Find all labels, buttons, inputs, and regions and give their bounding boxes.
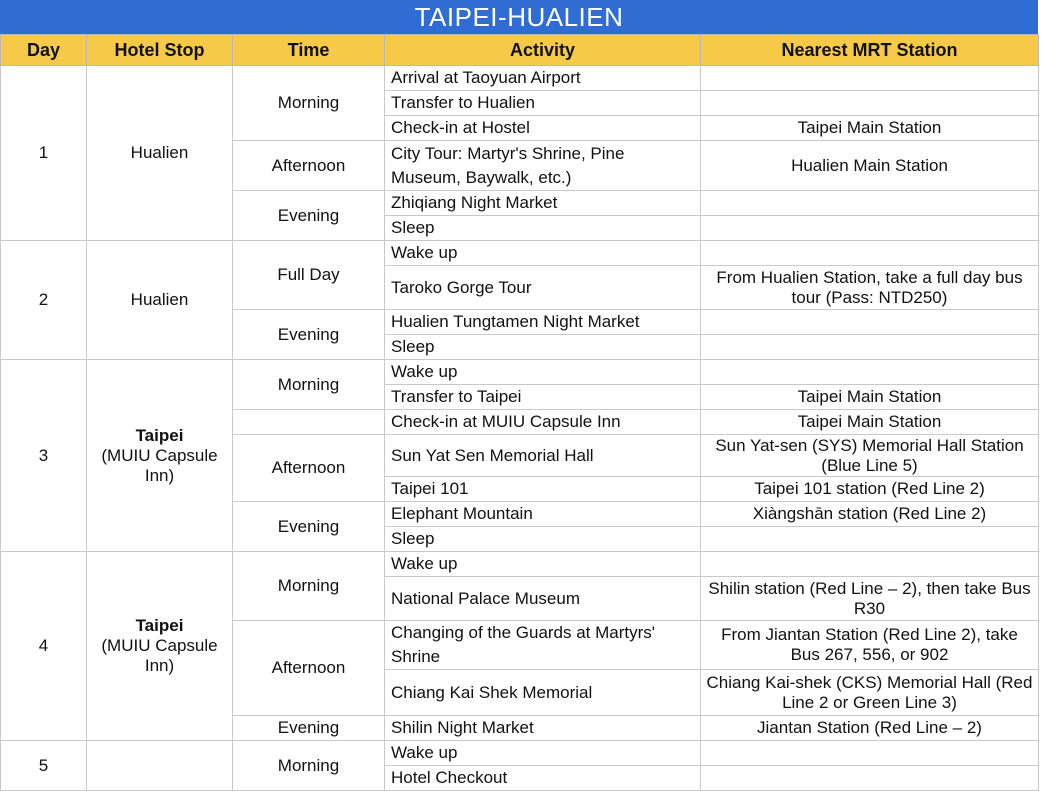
mrt-cell	[701, 241, 1039, 266]
hotel-cell	[87, 360, 233, 552]
time-cell: Full Day	[233, 241, 385, 310]
activity-cell: Sleep	[385, 527, 701, 552]
hotel-cell	[87, 552, 233, 741]
mrt-cell: Taipei Main Station	[701, 385, 1039, 410]
time-cell: Evening	[233, 502, 385, 552]
activity-cell: Zhiqiang Night Market	[385, 191, 701, 216]
time-cell: Afternoon	[233, 621, 385, 716]
mrt-cell: Xiàngshān station (Red Line 2)	[701, 502, 1039, 527]
time-cell: Evening	[233, 191, 385, 241]
day-cell: 1	[1, 66, 87, 241]
time-cell: Afternoon	[233, 141, 385, 191]
mrt-cell	[701, 216, 1039, 241]
time-cell: Morning	[233, 741, 385, 791]
hotel-cell	[87, 241, 233, 360]
table-row	[1, 552, 1039, 577]
hotel-name: Hualien	[130, 290, 189, 309]
time-cell: Morning	[233, 552, 385, 621]
mrt-cell	[701, 66, 1039, 91]
hotel-cell	[87, 741, 233, 791]
mrt-cell	[701, 552, 1039, 577]
header-day: Day	[1, 35, 87, 66]
activity-cell: Hualien Tungtamen Night Market	[385, 310, 701, 335]
activity-cell: Wake up	[385, 741, 701, 766]
mrt-cell: From Hualien Station, take a full day bus tour (Pass: NTD250)	[701, 266, 1039, 310]
activity-cell: Transfer to Taipei	[385, 385, 701, 410]
mrt-cell: Hualien Main Station	[701, 141, 1039, 191]
activity-cell: Wake up	[385, 241, 701, 266]
time-cell: Afternoon	[233, 435, 385, 502]
activity-cell: Hotel Checkout	[385, 766, 701, 791]
hotel-city: Taipei	[135, 616, 184, 635]
activity-cell: Check-in at Hostel	[385, 116, 701, 141]
activity-cell: Arrival at Taoyuan Airport	[385, 66, 701, 91]
hotel-name: (MUIU Capsule Inn)	[101, 445, 218, 485]
time-cell: Evening	[233, 310, 385, 360]
day-cell: 3	[1, 360, 87, 552]
day-cell: 5	[1, 741, 87, 791]
mrt-cell	[701, 310, 1039, 335]
mrt-cell	[701, 741, 1039, 766]
table-row	[1, 66, 1039, 91]
hotel-name: (MUIU Capsule Inn)	[101, 636, 218, 675]
time-cell: Morning	[233, 360, 385, 410]
day-cell: 2	[1, 241, 87, 360]
activity-cell: Sleep	[385, 216, 701, 241]
activity-cell: Check-in at MUIU Capsule Inn	[385, 410, 701, 435]
mrt-cell	[701, 335, 1039, 360]
header-hotel-stop: Hotel Stop	[87, 35, 233, 66]
mrt-cell	[701, 766, 1039, 791]
table-row	[1, 741, 1039, 766]
header-activity: Activity	[385, 35, 701, 66]
mrt-cell: Sun Yat-sen (SYS) Memorial Hall Station (Blue Line 5)	[701, 435, 1039, 477]
mrt-cell	[701, 527, 1039, 552]
header-time: Time	[233, 35, 385, 66]
mrt-cell: From Jiantan Station (Red Line 2), take Bus 267, 556, or 902	[701, 621, 1039, 670]
day-cell: 4	[1, 552, 87, 741]
mrt-cell	[701, 360, 1039, 385]
header-mrt: Nearest MRT Station	[701, 35, 1039, 66]
mrt-cell: Shilin station (Red Line – 2), then take Bus R30	[701, 577, 1039, 621]
activity-cell: Changing of the Guards at Martyrs' Shrine	[385, 621, 701, 670]
time-cell	[233, 410, 385, 435]
sheet-title: TAIPEI-HUALIEN	[0, 0, 1038, 34]
hotel-city: Taipei	[135, 425, 184, 445]
mrt-cell: Taipei Main Station	[701, 410, 1039, 435]
activity-cell: City Tour: Martyr's Shrine, Pine Museum, Baywalk, etc.)	[385, 141, 701, 191]
header-row	[1, 35, 1039, 66]
activity-cell: Taipei 101	[385, 477, 701, 502]
hotel-cell	[87, 66, 233, 241]
activity-cell: Shilin Night Market	[385, 716, 701, 741]
mrt-cell	[701, 91, 1039, 116]
activity-cell: Elephant Mountain	[385, 502, 701, 527]
activity-cell: National Palace Museum	[385, 577, 701, 621]
mrt-cell	[701, 191, 1039, 216]
activity-cell: Wake up	[385, 360, 701, 385]
mrt-cell: Taipei Main Station	[701, 116, 1039, 141]
table-row	[1, 360, 1039, 385]
activity-cell: Sleep	[385, 335, 701, 360]
activity-cell: Chiang Kai Shek Memorial	[385, 670, 701, 716]
hotel-name: Hualien	[130, 143, 189, 162]
activity-cell: Sun Yat Sen Memorial Hall	[385, 435, 701, 477]
itinerary-table	[0, 34, 1039, 791]
mrt-cell: Chiang Kai-shek (CKS) Memorial Hall (Red Line 2 or Green Line 3)	[701, 670, 1039, 716]
time-cell: Evening	[233, 716, 385, 741]
time-cell: Morning	[233, 66, 385, 141]
activity-cell: Taroko Gorge Tour	[385, 266, 701, 310]
mrt-cell: Jiantan Station (Red Line – 2)	[701, 716, 1039, 741]
table-row	[1, 241, 1039, 266]
activity-cell: Transfer to Hualien	[385, 91, 701, 116]
mrt-cell: Taipei 101 station (Red Line 2)	[701, 477, 1039, 502]
activity-cell: Wake up	[385, 552, 701, 577]
